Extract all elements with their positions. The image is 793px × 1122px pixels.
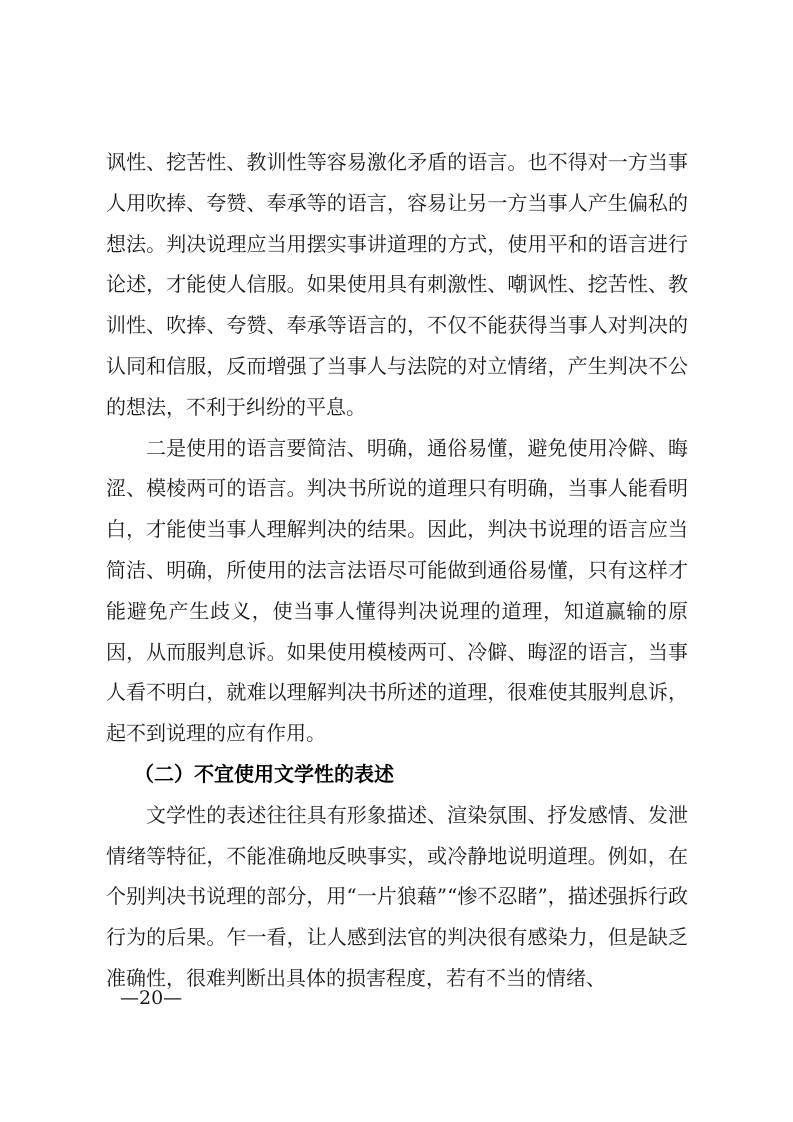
page-number: —20— [120,987,183,1009]
section-heading: （二）不宜使用文学性的表述 [134,761,394,786]
paragraph-literary-expression: 文学性的表述往往具有形象描述、渲染氛围、抒发感情、发泄情绪等特征，不能准确地反映事实，或冷静地说明道理。例如，在个别判决书说理的部分，用“一片狼藉”“惨不忍睹”，描述强拆行政行为的后果。乍一看，让人感到法官的判决很有感染力，但是缺乏准确性，很难判断出具体的损害程度，若有不当的情绪、 [106,802,688,990]
body-text [106,142,688,999]
paragraph-continued: 讽性、挖苦性、教训性等容易激化矛盾的语言。也不得对一方当事人用吹捧、夸赞、奉承等的语言，容易让另一方当事人产生偏私的想法。判决说理应当用摆实事讲道理的方式，使用平和的语言进行论述，才能使人信服。如果使用具有刺激性、嘲讽性、挖苦性、教训性、吹捧、夸赞、奉承等语言的，不仅不能获得当事人对判决的认同和信服，反而增强了当事人与法院的对立情绪，产生判决不公的想法，不利于纠纷的平息。 [106,150,688,419]
paragraph-language-clarity: 二是使用的语言要简洁、明确，通俗易懂，避免使用冷僻、晦涩、模棱两可的语言。判决书所说的道理只有明确，当事人能看明白，才能使当事人理解判决的结果。因此，判决书说理的语言应当简洁、明确，所使用的法言法语尽可能做到通俗易懂，只有这样才能避免产生歧义，使当事人懂得判决说理的道理，知道赢输的原因，从而服判息诉。如果使用模棱两可、冷僻、晦涩的语言，当事人看不明白，就难以理解判决书所述的道理，很难使其服判息诉，起不到说理的应有作用。 [106,435,688,746]
